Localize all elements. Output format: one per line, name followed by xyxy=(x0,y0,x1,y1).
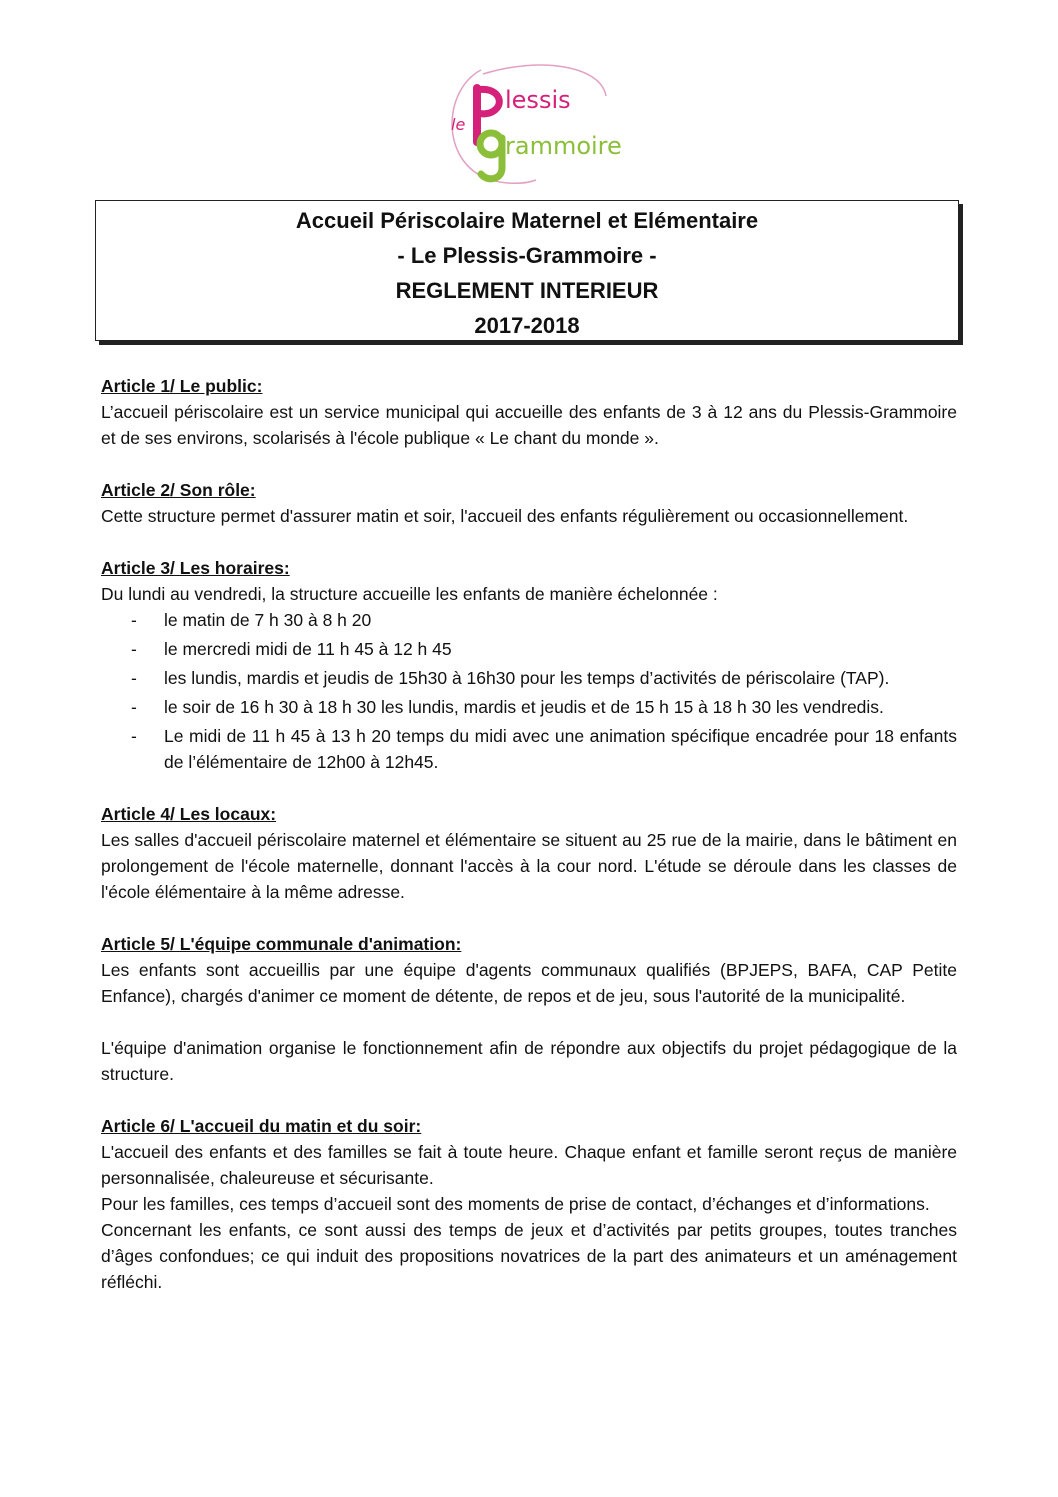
article-6 xyxy=(101,1113,957,1295)
list-item-text: le matin de 7 h 30 à 8 h 20 xyxy=(164,610,372,630)
article-paragraph: L'accueil des enfants et des familles se fait à toute heure. Chaque enfant et famille seront reçus de manière personnalisée, chaleureuse et sécurisante. xyxy=(101,1142,957,1188)
article-3 xyxy=(101,555,957,775)
dash-bullet: - xyxy=(131,610,137,630)
dash-bullet: - xyxy=(131,726,137,746)
article-5 xyxy=(101,931,957,1087)
article-4 xyxy=(101,801,957,905)
article-title: Article 1/ Le public: xyxy=(101,376,263,396)
title-line-4: 2017-2018 xyxy=(474,313,580,338)
list-item xyxy=(101,723,957,775)
article-intro: Du lundi au vendredi, la structure accueille les enfants de manière échelonnée : xyxy=(101,584,718,604)
article-title: Article 5/ L'équipe communale d'animation: xyxy=(101,934,462,954)
dash-bullet: - xyxy=(131,697,137,717)
svg-text:lessis: lessis xyxy=(505,86,571,114)
article-title: Article 2/ Son rôle: xyxy=(101,480,256,500)
list-item-text: Le midi de 11 h 45 à 13 h 20 temps du midi avec une animation spécifique encadrée pour 18 enfants de l’élémentaire de 12h00 à 12h45. xyxy=(164,726,957,772)
list-item xyxy=(101,694,957,720)
title-line-3: REGLEMENT INTERIEUR xyxy=(395,278,659,303)
list-item xyxy=(101,665,957,691)
dash-bullet: - xyxy=(131,639,137,659)
list-item-text: les lundis, mardis et jeudis de 15h30 à 16h30 pour les temps d’activités de périscolaire (TAP). xyxy=(164,668,890,688)
article-paragraph: L’accueil périscolaire est un service municipal qui accueille des enfants de 3 à 12 ans du Plessis-Grammoire et de ses environs, scolarisés à l'école publique « Le chant du monde ». xyxy=(101,402,957,448)
article-title: Article 6/ L'accueil du matin et du soir: xyxy=(101,1116,422,1136)
list-item xyxy=(101,636,957,662)
title-line-1: Accueil Périscolaire Maternel et Elémentaire xyxy=(295,208,759,233)
article-paragraph: Les enfants sont accueillis par une équipe d'agents communaux qualifiés (BPJEPS, BAFA, CAP Petite Enfance), chargés d'animer ce moment de détente, de repos et de jeu, sous l'autorité de la municipalité. xyxy=(101,960,957,1006)
article-1 xyxy=(101,373,957,451)
article-paragraph: L'équipe d'animation organise le fonctionnement afin de répondre aux objectifs du projet pédagogique de la structure. xyxy=(101,1038,957,1084)
list-item xyxy=(101,607,957,633)
article-2 xyxy=(101,477,957,529)
dash-bullet: - xyxy=(131,668,137,688)
article-paragraph: Les salles d'accueil périscolaire maternel et élémentaire se situent au 25 rue de la mairie, dans le bâtiment en prolongement de l'école maternelle, donnant l'accès à la cour nord. L'étude se déroule dans les classes de l'école élémentaire à la même adresse. xyxy=(101,830,957,902)
svg-text:le: le xyxy=(451,115,466,134)
article-paragraph: Concernant les enfants, ce sont aussi des temps de jeux et d’activités par petits groupes, toutes tranches d’âges confondues; ce qui induit des propositions novatrices de la part des animateurs et un aménagement réfléchi. xyxy=(101,1220,957,1292)
article-title: Article 4/ Les locaux: xyxy=(101,804,277,824)
schedule-list xyxy=(101,607,957,775)
plessis-grammoire-logo xyxy=(441,58,621,188)
article-title: Article 3/ Les horaires: xyxy=(101,558,290,578)
article-paragraph: Cette structure permet d'assurer matin et soir, l'accueil des enfants régulièrement ou occasionnellement. xyxy=(101,506,909,526)
list-item-text: le soir de 16 h 30 à 18 h 30 les lundis, mardis et jeudis et de 15 h 15 à 18 h 30 les vendredis. xyxy=(164,697,884,717)
document-body xyxy=(101,373,957,1321)
list-item-text: le mercredi midi de 11 h 45 à 12 h 45 xyxy=(164,639,452,659)
document-title-box xyxy=(95,200,959,341)
svg-text:rammoire: rammoire xyxy=(505,132,621,160)
logo-graphic xyxy=(441,58,621,188)
article-paragraph: Pour les familles, ces temps d’accueil sont des moments de prise de contact, d’échanges et d’informations. xyxy=(101,1194,930,1214)
title-line-2: - Le Plessis-Grammoire - xyxy=(397,243,657,268)
